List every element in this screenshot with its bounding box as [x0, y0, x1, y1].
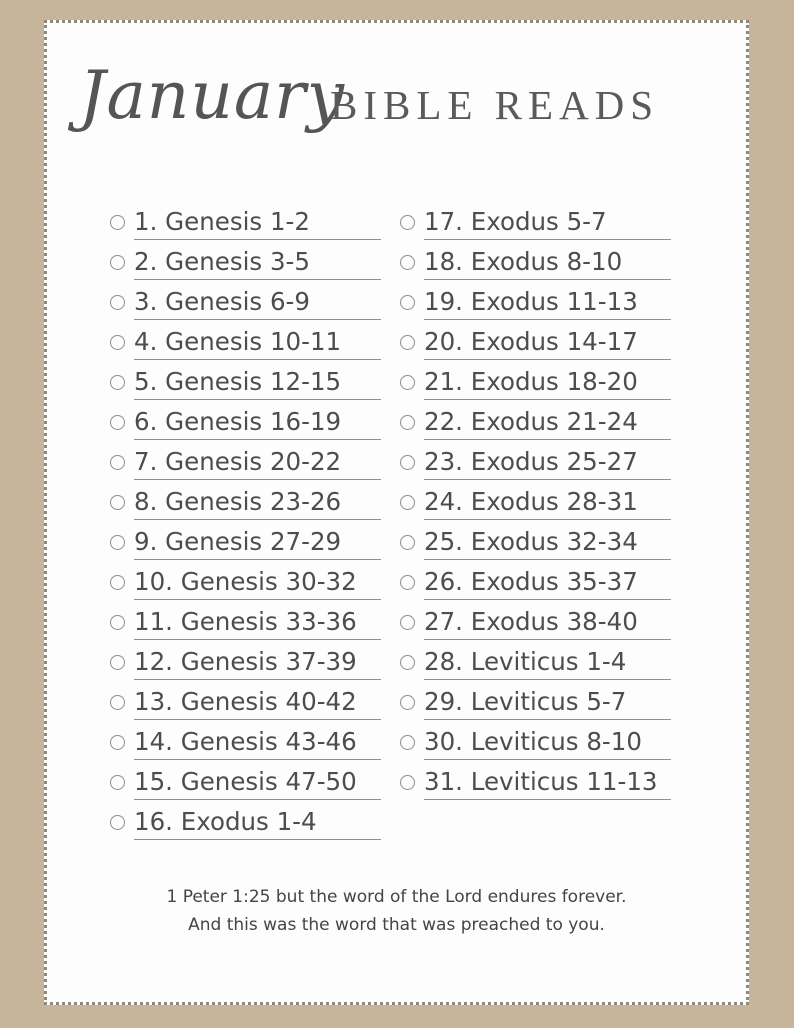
reading-label: 10. Genesis 30-32 [134, 567, 357, 596]
reading-label: 17. Exodus 5-7 [424, 207, 607, 236]
underline-rule [424, 559, 671, 560]
reading-label: 29. Leviticus 5-7 [424, 687, 627, 716]
checkbox-circle-icon[interactable] [110, 295, 125, 310]
checkbox-circle-icon[interactable] [400, 455, 415, 470]
reading-label: 23. Exodus 25-27 [424, 447, 638, 476]
page-title [47, 23, 746, 223]
reading-item[interactable] [397, 207, 677, 247]
reading-label: 14. Genesis 43-46 [134, 727, 357, 756]
underline-rule [424, 239, 671, 240]
reading-item[interactable] [107, 247, 387, 287]
underline-rule [134, 799, 381, 800]
reading-label: 30. Leviticus 8-10 [424, 727, 642, 756]
checkbox-circle-icon[interactable] [110, 655, 125, 670]
reading-item[interactable] [107, 727, 387, 767]
reading-label: 18. Exodus 8-10 [424, 247, 623, 276]
title-heading: BIBLE READS [330, 82, 660, 128]
underline-rule [424, 439, 671, 440]
underline-rule [424, 719, 671, 720]
verse-line-1: 1 Peter 1:25 but the word of the Lord endures forever. [166, 887, 627, 907]
checkbox-circle-icon[interactable] [110, 215, 125, 230]
reading-label: 26. Exodus 35-37 [424, 567, 638, 596]
checkbox-circle-icon[interactable] [110, 735, 125, 750]
checkbox-circle-icon[interactable] [110, 575, 125, 590]
reading-item[interactable] [397, 487, 677, 527]
underline-rule [134, 599, 381, 600]
checkbox-circle-icon[interactable] [400, 255, 415, 270]
underline-rule [134, 679, 381, 680]
underline-rule [134, 239, 381, 240]
underline-rule [424, 799, 671, 800]
checkbox-circle-icon[interactable] [110, 455, 125, 470]
reading-label: 27. Exodus 38-40 [424, 607, 638, 636]
reading-item[interactable] [397, 607, 677, 647]
checkbox-circle-icon[interactable] [400, 775, 415, 790]
reading-label: 22. Exodus 21-24 [424, 407, 638, 436]
underline-rule [134, 759, 381, 760]
checkbox-circle-icon[interactable] [400, 735, 415, 750]
reading-item[interactable] [107, 647, 387, 687]
checkbox-circle-icon[interactable] [110, 495, 125, 510]
reading-item[interactable] [397, 687, 677, 727]
checkbox-circle-icon[interactable] [400, 695, 415, 710]
reading-label: 2. Genesis 3-5 [134, 247, 310, 276]
underline-rule [424, 279, 671, 280]
checkbox-circle-icon[interactable] [110, 255, 125, 270]
underline-rule [424, 319, 671, 320]
underline-rule [134, 719, 381, 720]
title-month: January [79, 57, 346, 134]
checkbox-circle-icon[interactable] [110, 535, 125, 550]
reading-item[interactable] [397, 727, 677, 767]
underline-rule [134, 519, 381, 520]
reading-item[interactable] [397, 647, 677, 687]
reading-item[interactable] [107, 287, 387, 327]
reading-list-right [397, 207, 677, 807]
reading-label: 20. Exodus 14-17 [424, 327, 638, 356]
reading-label: 31. Leviticus 11-13 [424, 767, 658, 796]
reading-item[interactable] [107, 487, 387, 527]
checkbox-circle-icon[interactable] [110, 815, 125, 830]
reading-item[interactable] [397, 247, 677, 287]
reading-label: 11. Genesis 33-36 [134, 607, 357, 636]
reading-label: 12. Genesis 37-39 [134, 647, 357, 676]
reading-item[interactable] [107, 607, 387, 647]
reading-list-left [107, 207, 387, 847]
reading-item[interactable] [107, 567, 387, 607]
checkbox-circle-icon[interactable] [110, 615, 125, 630]
underline-rule [134, 399, 381, 400]
checkbox-circle-icon[interactable] [400, 295, 415, 310]
underline-rule [134, 639, 381, 640]
checkbox-circle-icon[interactable] [400, 415, 415, 430]
reading-item[interactable] [397, 567, 677, 607]
underline-rule [424, 359, 671, 360]
checkbox-circle-icon[interactable] [400, 375, 415, 390]
underline-rule [134, 839, 381, 840]
underline-rule [134, 479, 381, 480]
underline-rule [134, 559, 381, 560]
checkbox-circle-icon[interactable] [110, 695, 125, 710]
reading-item[interactable] [107, 447, 387, 487]
verse-line-2: And this was the word that was preached to you. [188, 915, 605, 935]
checkbox-circle-icon[interactable] [400, 655, 415, 670]
reading-item[interactable] [107, 207, 387, 247]
reading-item[interactable] [107, 367, 387, 407]
reading-item[interactable] [107, 687, 387, 727]
reading-label: 3. Genesis 6-9 [134, 287, 310, 316]
reading-item[interactable] [397, 287, 677, 327]
reading-label: 1. Genesis 1-2 [134, 207, 310, 236]
reading-label: 25. Exodus 32-34 [424, 527, 638, 556]
checkbox-circle-icon[interactable] [110, 335, 125, 350]
reading-plan-card [44, 20, 749, 1005]
scripture-verse [47, 883, 746, 939]
reading-item[interactable] [107, 527, 387, 567]
checkbox-circle-icon[interactable] [400, 495, 415, 510]
reading-item[interactable] [397, 407, 677, 447]
checkbox-circle-icon[interactable] [400, 575, 415, 590]
reading-item[interactable] [107, 767, 387, 807]
reading-item[interactable] [397, 527, 677, 567]
reading-label: 13. Genesis 40-42 [134, 687, 357, 716]
reading-label: 21. Exodus 18-20 [424, 367, 638, 396]
reading-label: 5. Genesis 12-15 [134, 367, 342, 396]
checkbox-circle-icon[interactable] [400, 615, 415, 630]
reading-item[interactable] [397, 767, 677, 807]
checkbox-circle-icon[interactable] [110, 375, 125, 390]
reading-label: 6. Genesis 16-19 [134, 407, 342, 436]
underline-rule [424, 759, 671, 760]
reading-item[interactable] [107, 807, 387, 847]
checkbox-circle-icon[interactable] [400, 215, 415, 230]
underline-rule [424, 599, 671, 600]
checkbox-circle-icon[interactable] [400, 535, 415, 550]
underline-rule [424, 519, 671, 520]
underline-rule [134, 279, 381, 280]
reading-label: 4. Genesis 10-11 [134, 327, 342, 356]
reading-label: 28. Leviticus 1-4 [424, 647, 627, 676]
reading-label: 15. Genesis 47-50 [134, 767, 357, 796]
reading-item[interactable] [107, 327, 387, 367]
reading-label: 24. Exodus 28-31 [424, 487, 638, 516]
reading-item[interactable] [397, 327, 677, 367]
underline-rule [424, 399, 671, 400]
underline-rule [424, 639, 671, 640]
underline-rule [424, 679, 671, 680]
reading-label: 19. Exodus 11-13 [424, 287, 638, 316]
checkbox-circle-icon[interactable] [400, 335, 415, 350]
checkbox-circle-icon[interactable] [110, 415, 125, 430]
reading-label: 7. Genesis 20-22 [134, 447, 342, 476]
reading-label: 16. Exodus 1-4 [134, 807, 317, 836]
underline-rule [134, 439, 381, 440]
underline-rule [134, 319, 381, 320]
reading-item[interactable] [107, 407, 387, 447]
reading-label: 9. Genesis 27-29 [134, 527, 342, 556]
underline-rule [424, 479, 671, 480]
checkbox-circle-icon[interactable] [110, 775, 125, 790]
reading-label: 8. Genesis 23-26 [134, 487, 342, 516]
reading-item[interactable] [397, 367, 677, 407]
reading-item[interactable] [397, 447, 677, 487]
underline-rule [134, 359, 381, 360]
